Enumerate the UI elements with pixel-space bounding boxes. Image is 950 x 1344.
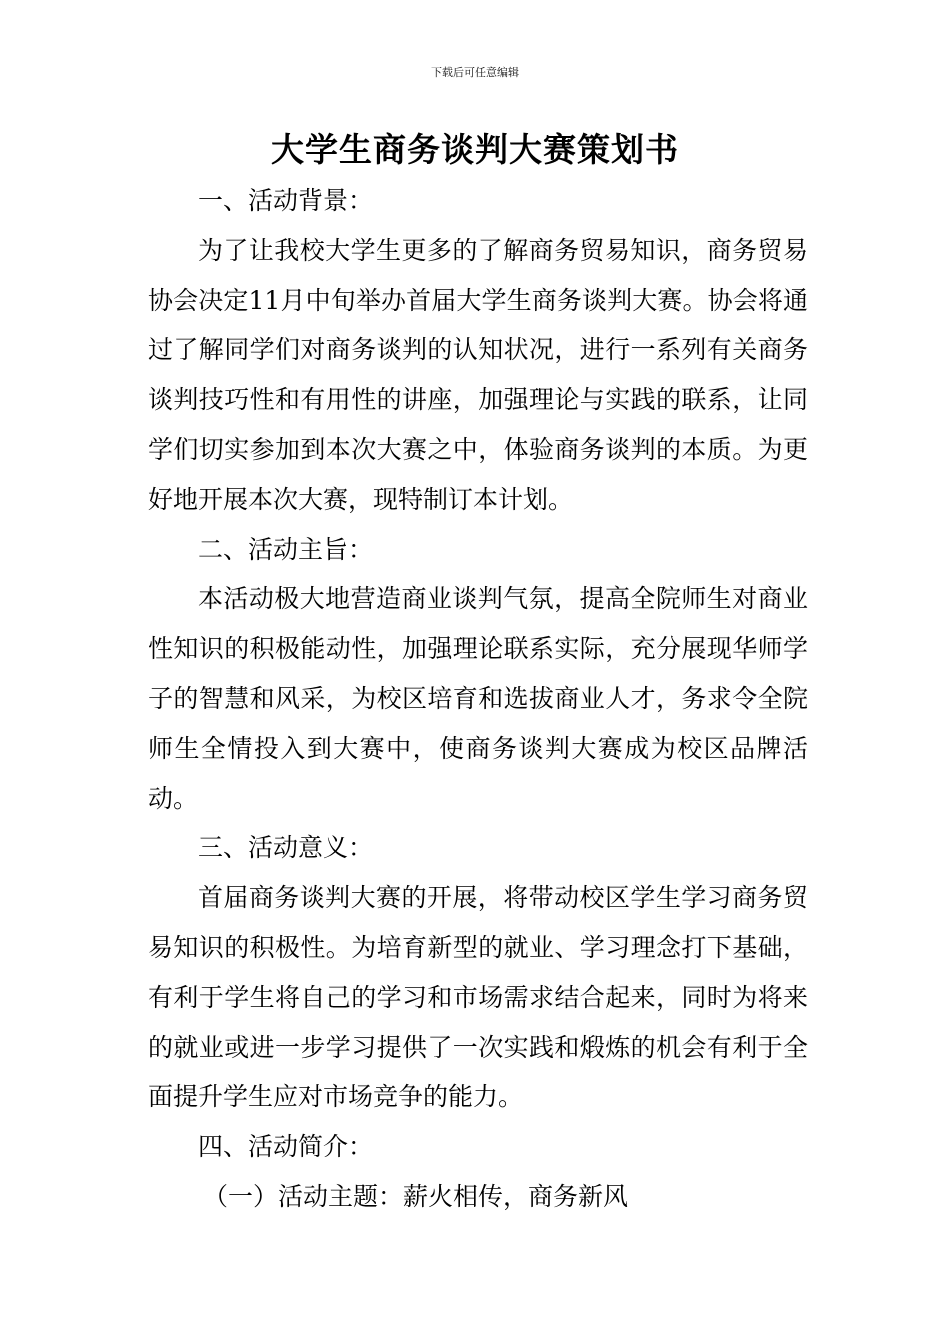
section-paragraph-background: 为了让我校大学生更多的了解商务贸易知识，商务贸易协会决定11月中旬举办首届大学生商务谈判大赛。协会将通过了解同学们对商务谈判的认知状况，进行一系列有关商务谈判技巧性和有用性的讲座，加强理论与实践的联系，让同学们切实参加到本次大赛之中，体验商务谈判的本质。为更好地开展本次大赛，现特制订本计划。 xyxy=(148,235,808,514)
section-heading-significance: 三、活动意义： xyxy=(198,833,374,863)
document-body xyxy=(148,176,808,1222)
section-heading-introduction: 四、活动简介： xyxy=(198,1132,374,1162)
section-paragraph-purpose: 本活动极大地营造商业谈判气氛，提高全院师生对商业性知识的积极能动性，加强理论联系实际，充分展现华师学子的智慧和风采，为校区培育和选拔商业人才，务求令全院师生全情投入到大赛中，使商务谈判大赛成为校区品牌活动。 xyxy=(148,584,808,813)
section-heading-purpose: 二、活动主旨： xyxy=(198,534,374,564)
section-heading-background: 一、活动背景： xyxy=(198,186,374,215)
section-item-theme: （一）活动主题：薪火相传，商务新风 xyxy=(203,1181,629,1211)
document-title: 大学生商务谈判大赛策划书 xyxy=(271,130,679,169)
header-note: 下载后可任意编辑 xyxy=(431,66,519,79)
section-paragraph-significance: 首届商务谈判大赛的开展，将带动校区学生学习商务贸易知识的积极性。为培育新型的就业、学习理念打下基础，有利于学生将自己的学习和市场需求结合起来，同时为将来的就业或进一步学习提供了一次实践和煅炼的机会有利于全面提升学生应对市场竞争的能力。 xyxy=(148,883,808,1112)
